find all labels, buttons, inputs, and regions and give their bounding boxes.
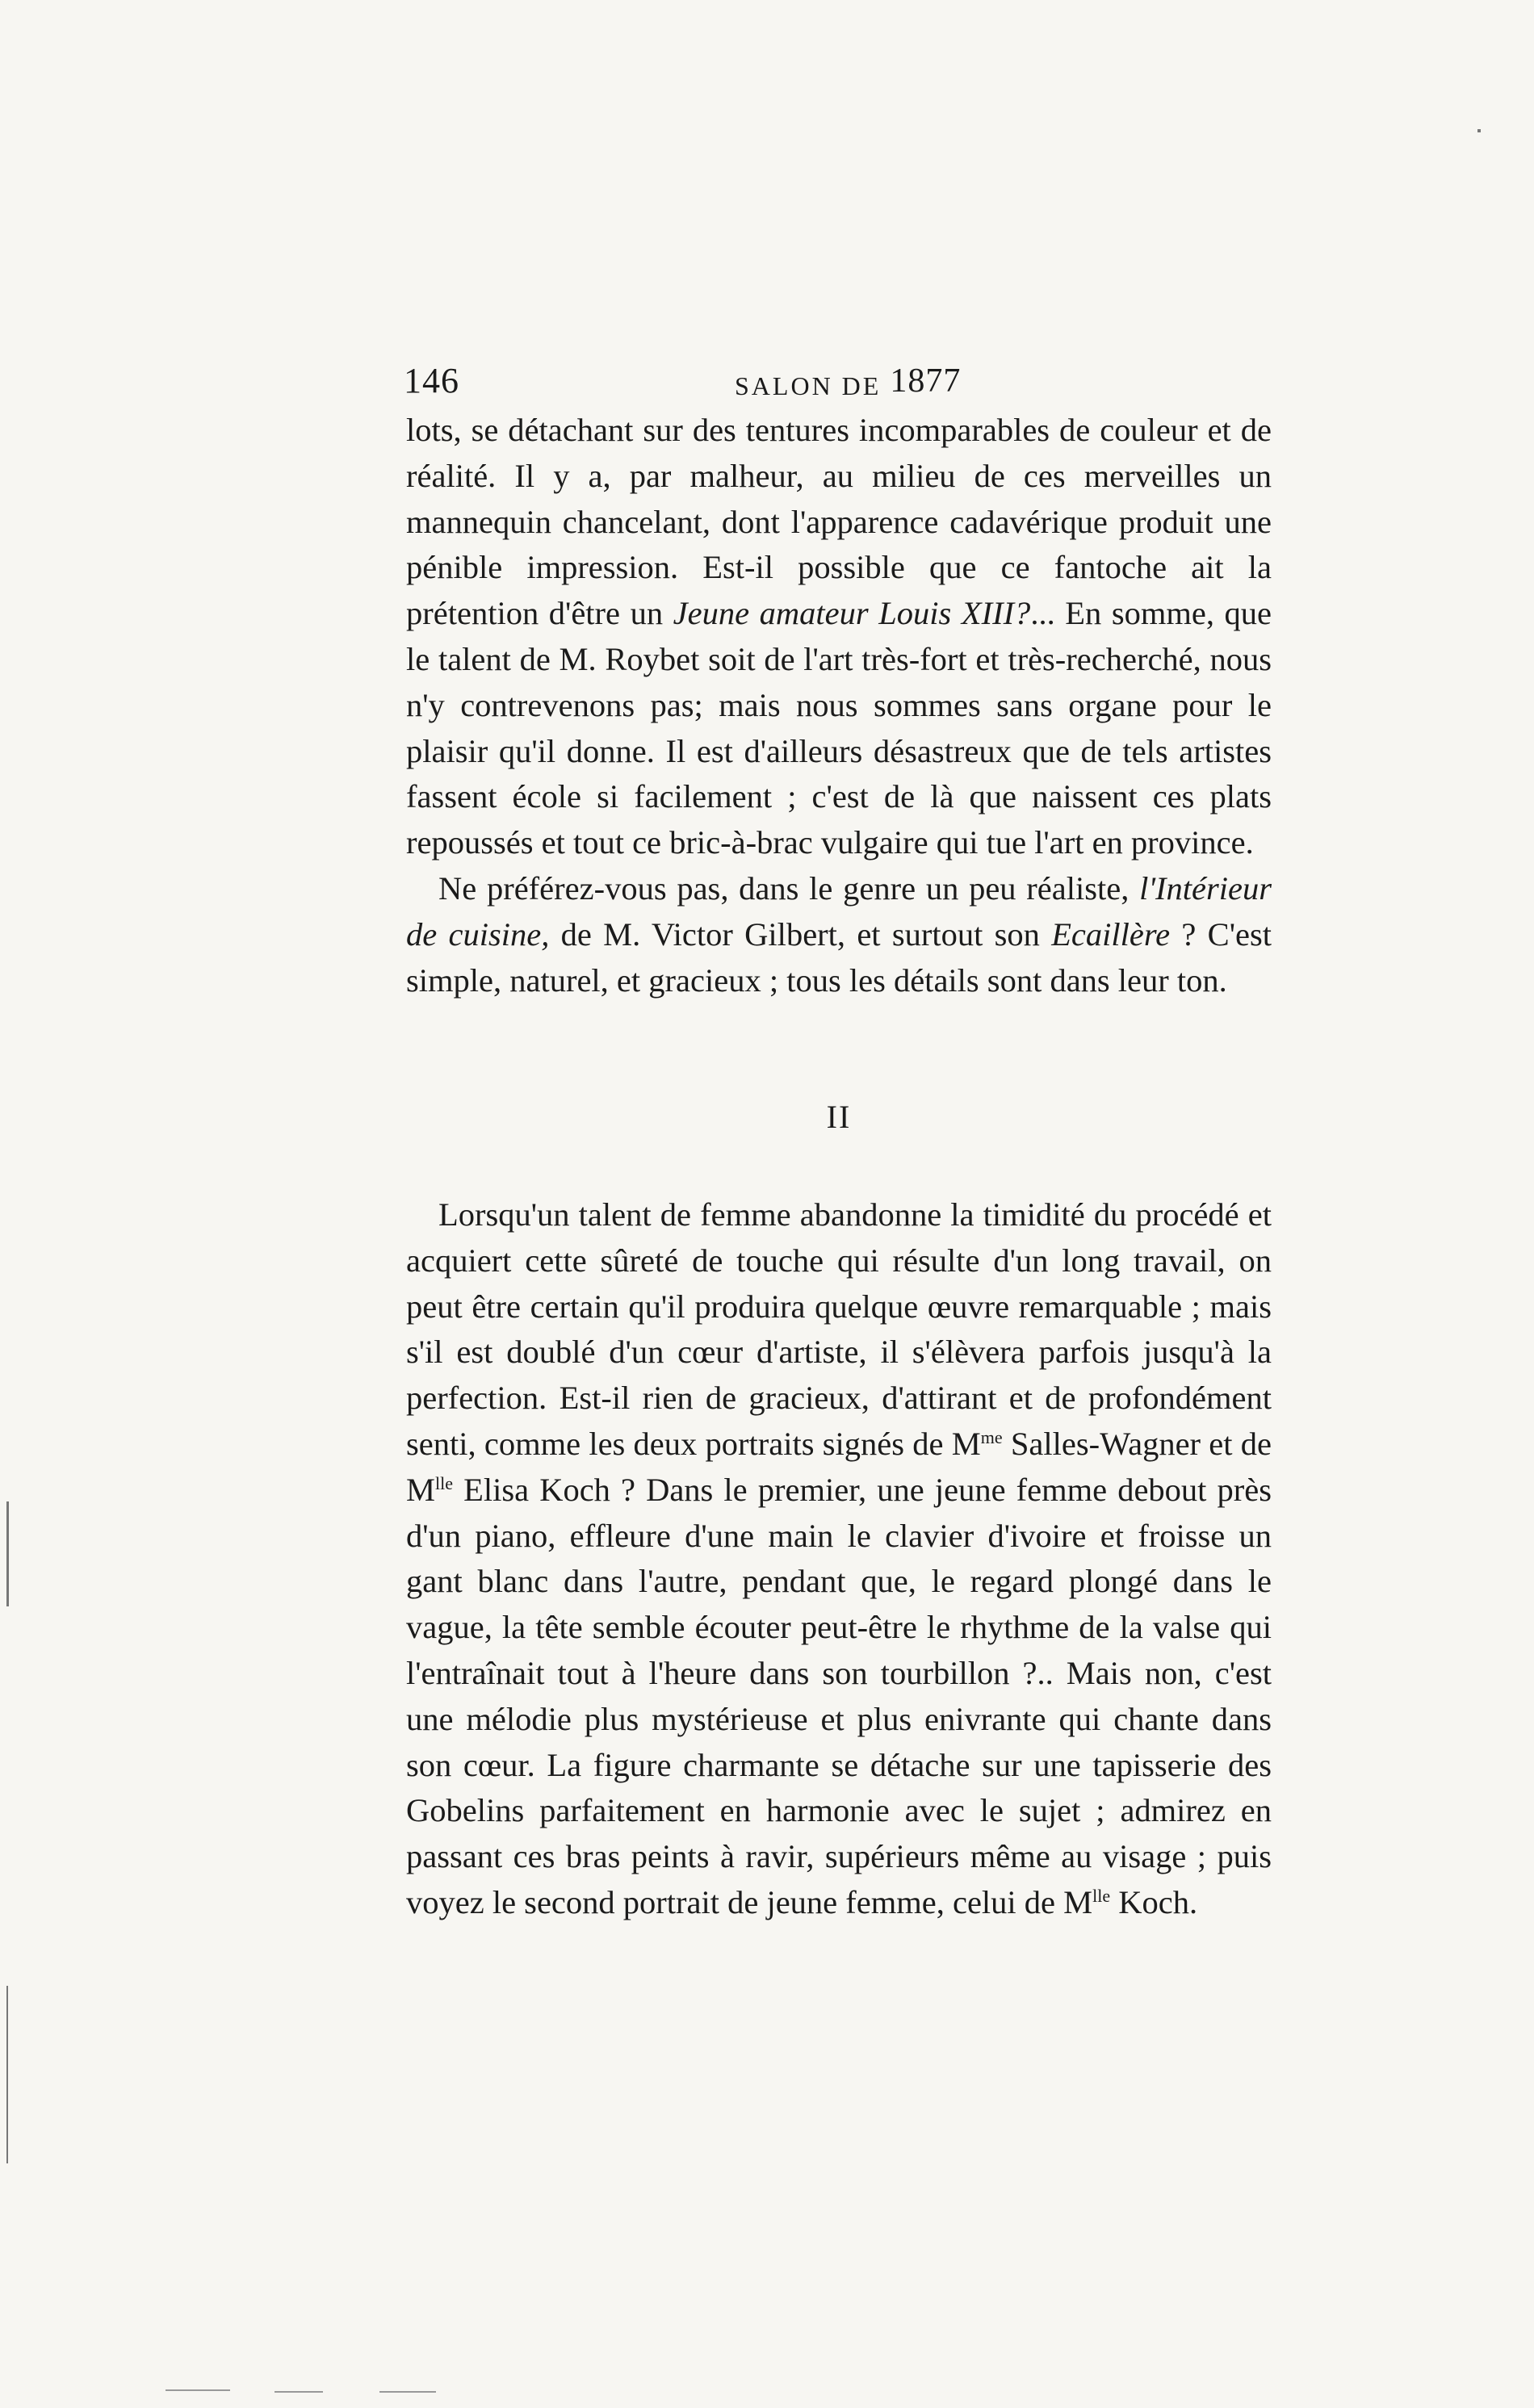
footer-scan-line-1 bbox=[166, 2389, 230, 2391]
paragraph-1-text-b: ... En somme, que le talent de M. Roybet soit de l'art très-fort et très-recherché, nous n'y contrevenons pas; mais nous sommes sans organe pour le plaisir qu'il donne. Il est d'ailleurs désastreux que de tels artistes fassent école si facilement ; c'est de là que naissent ces plats repoussés et tout ce bric-à-brac vulgaire qui tue l'art en province. bbox=[406, 595, 1272, 861]
artwork-title-jeune-amateur: Jeune amateur Louis XIII? bbox=[673, 595, 1031, 632]
paragraph-2-text-c: ? C'est simple, naturel, et gracieux ; tous les détails sont dans leur ton. bbox=[406, 915, 1272, 999]
margin-scan-dot bbox=[1477, 129, 1481, 132]
margin-scan-mark-left bbox=[6, 1501, 9, 1606]
artwork-title-ecaillere: Ecaillère bbox=[1051, 915, 1171, 953]
artwork-title-interieur-de-cuisine: l'Intérieur de cuisine, bbox=[406, 869, 1272, 953]
paragraph-2-text-a: Ne préférez-vous pas, dans le genre un peu réaliste, bbox=[438, 869, 1140, 907]
margin-scan-mark-left-2 bbox=[6, 1986, 8, 2163]
footer-scan-line-2 bbox=[275, 2391, 323, 2393]
paragraph-3-text-a: Lorsqu'un talent de femme abandonne la timidité du procédé et acquiert cette sûreté de touche qui résulte d'un long travail, on peut être certain qu'il produira quelque œuvre remarquable ; mais s'il est doublé d'un cœur d'artiste, il s'élèvera parfois jusqu'à la perfection. Est-il rien de gracieux, d'attirant et de profondément senti, comme les deux portraits signés de M bbox=[406, 1196, 1272, 1462]
text-block-upper bbox=[406, 408, 1272, 1003]
paragraph-portraits bbox=[406, 1192, 1272, 1926]
superscript-me: me bbox=[980, 1426, 1003, 1447]
superscript-lle: lle bbox=[435, 1472, 454, 1493]
running-title-text: SALON DE bbox=[735, 371, 882, 400]
section-heading: II bbox=[826, 1099, 852, 1135]
text-block-lower bbox=[406, 1192, 1272, 1926]
paragraph-2-text-b: de M. Victor Gilbert, et surtout son bbox=[549, 915, 1052, 953]
paragraph-3-text-b: Salles-Wagner et de M bbox=[406, 1425, 1272, 1508]
paragraph-3-text-d: Koch. bbox=[1110, 1883, 1198, 1920]
running-title bbox=[735, 362, 962, 404]
paragraph-gilbert bbox=[406, 866, 1272, 1003]
paragraph-1-text-a: lots, se détachant sur des tentures incomparables de couleur et de réalité. Il y a, par malheur, au milieu de ces merveilles un mannequin chancelant, dont l'apparence cadavérique produit une pénible impression. Est-il possible que ce fantoche ait la prétention d'être un bbox=[406, 412, 1272, 632]
footer-scan-line-3 bbox=[379, 2391, 436, 2393]
page-number: 146 bbox=[404, 361, 459, 400]
running-title-year: 1877 bbox=[890, 362, 962, 400]
paragraph-continued bbox=[406, 408, 1272, 866]
paragraph-3-text-c: Elisa Koch ? Dans le premier, une jeune femme debout près d'un piano, effleure d'une main le clavier d'ivoire et froisse un gant blanc dans l'autre, pendant que, le regard plongé dans le vague, la tête semble écouter peut-être le rhythme de la valse qui l'entraînait tout à l'heure dans son tourbillon ?.. Mais non, c'est une mélodie plus mystérieuse et plus enivrante qui chante dans son cœur. La figure charmante se détache sur une tapisserie des Gobelins parfaitement en harmonie avec le sujet ; admirez en passant ces bras peints à ravir, supérieurs même au visage ; puis voyez le second portrait de jeune femme, celui de M bbox=[406, 1471, 1272, 1920]
page-header bbox=[404, 360, 1276, 408]
superscript-lle-2: lle bbox=[1092, 1885, 1111, 1906]
